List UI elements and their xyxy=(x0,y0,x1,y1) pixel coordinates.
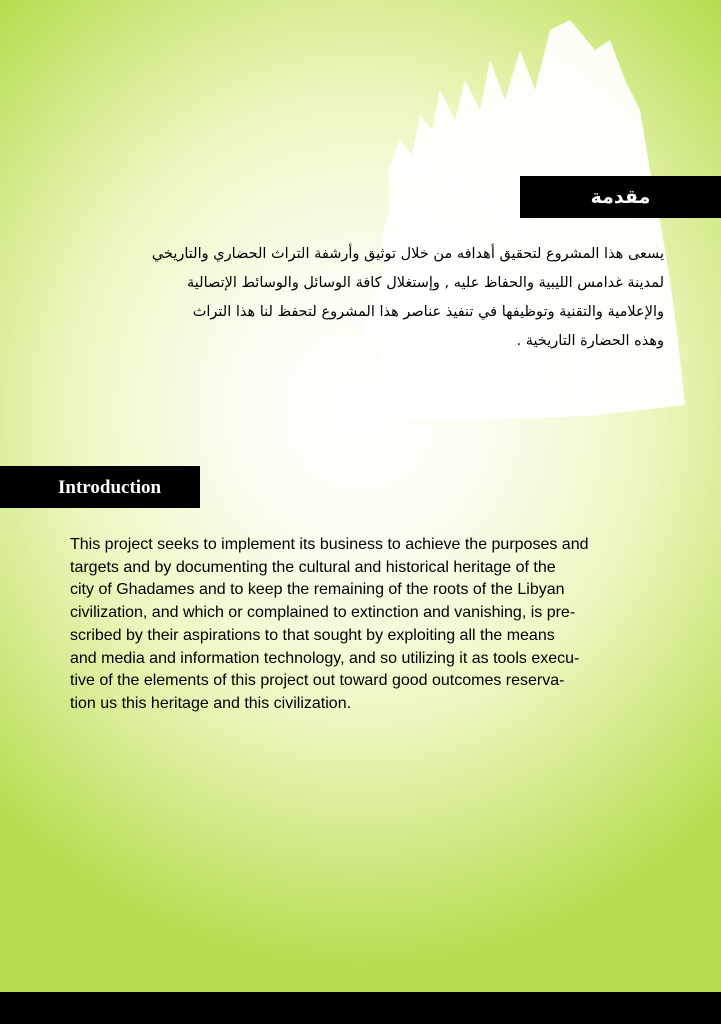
english-introduction-paragraph xyxy=(70,534,690,716)
english-line: This project seeks to implement its business to achieve the purposes and xyxy=(70,536,589,553)
english-section-heading: Introduction xyxy=(0,466,200,508)
arabic-line: وهذه الحضارة التاريخية . xyxy=(516,333,664,349)
english-line: civilization, and which or complained to extinction and vanishing, is pre- xyxy=(70,604,576,622)
arabic-introduction-paragraph xyxy=(70,240,664,356)
english-line: targets and by documenting the cultural and historical heritage of the xyxy=(70,558,556,576)
english-line: tion us this heritage and this civilization. xyxy=(70,694,352,712)
english-line: and media and information technology, and so utilizing it as tools execu- xyxy=(70,649,580,667)
english-line: scribed by their aspirations to that sought by exploiting all the means xyxy=(70,626,555,644)
footer-bar xyxy=(0,992,721,1024)
arabic-line: يسعى هذا المشروع لتحقيق أهدافه من خلال توثيق وأرشفة التراث الحضاري والتاريخي xyxy=(151,246,664,262)
ghadames-building-silhouette xyxy=(340,20,685,420)
arabic-line: والإعلامية والتقنية وتوظيفها في تنفيذ عناصر هذا المشروع لتحفظ لنا هذا التراث xyxy=(192,304,664,320)
english-line: city of Ghadames and to keep the remaining of the roots of the Libyan xyxy=(70,581,565,599)
arabic-line: لمدينة غدامس الليبية والحفاظ عليه , وإستغلال كافة الوسائل والوسائط الإتصالية xyxy=(187,275,664,291)
english-line: tive of the elements of this project out toward good outcomes reserva- xyxy=(70,672,565,690)
arabic-section-heading: مقدمة xyxy=(520,176,721,218)
